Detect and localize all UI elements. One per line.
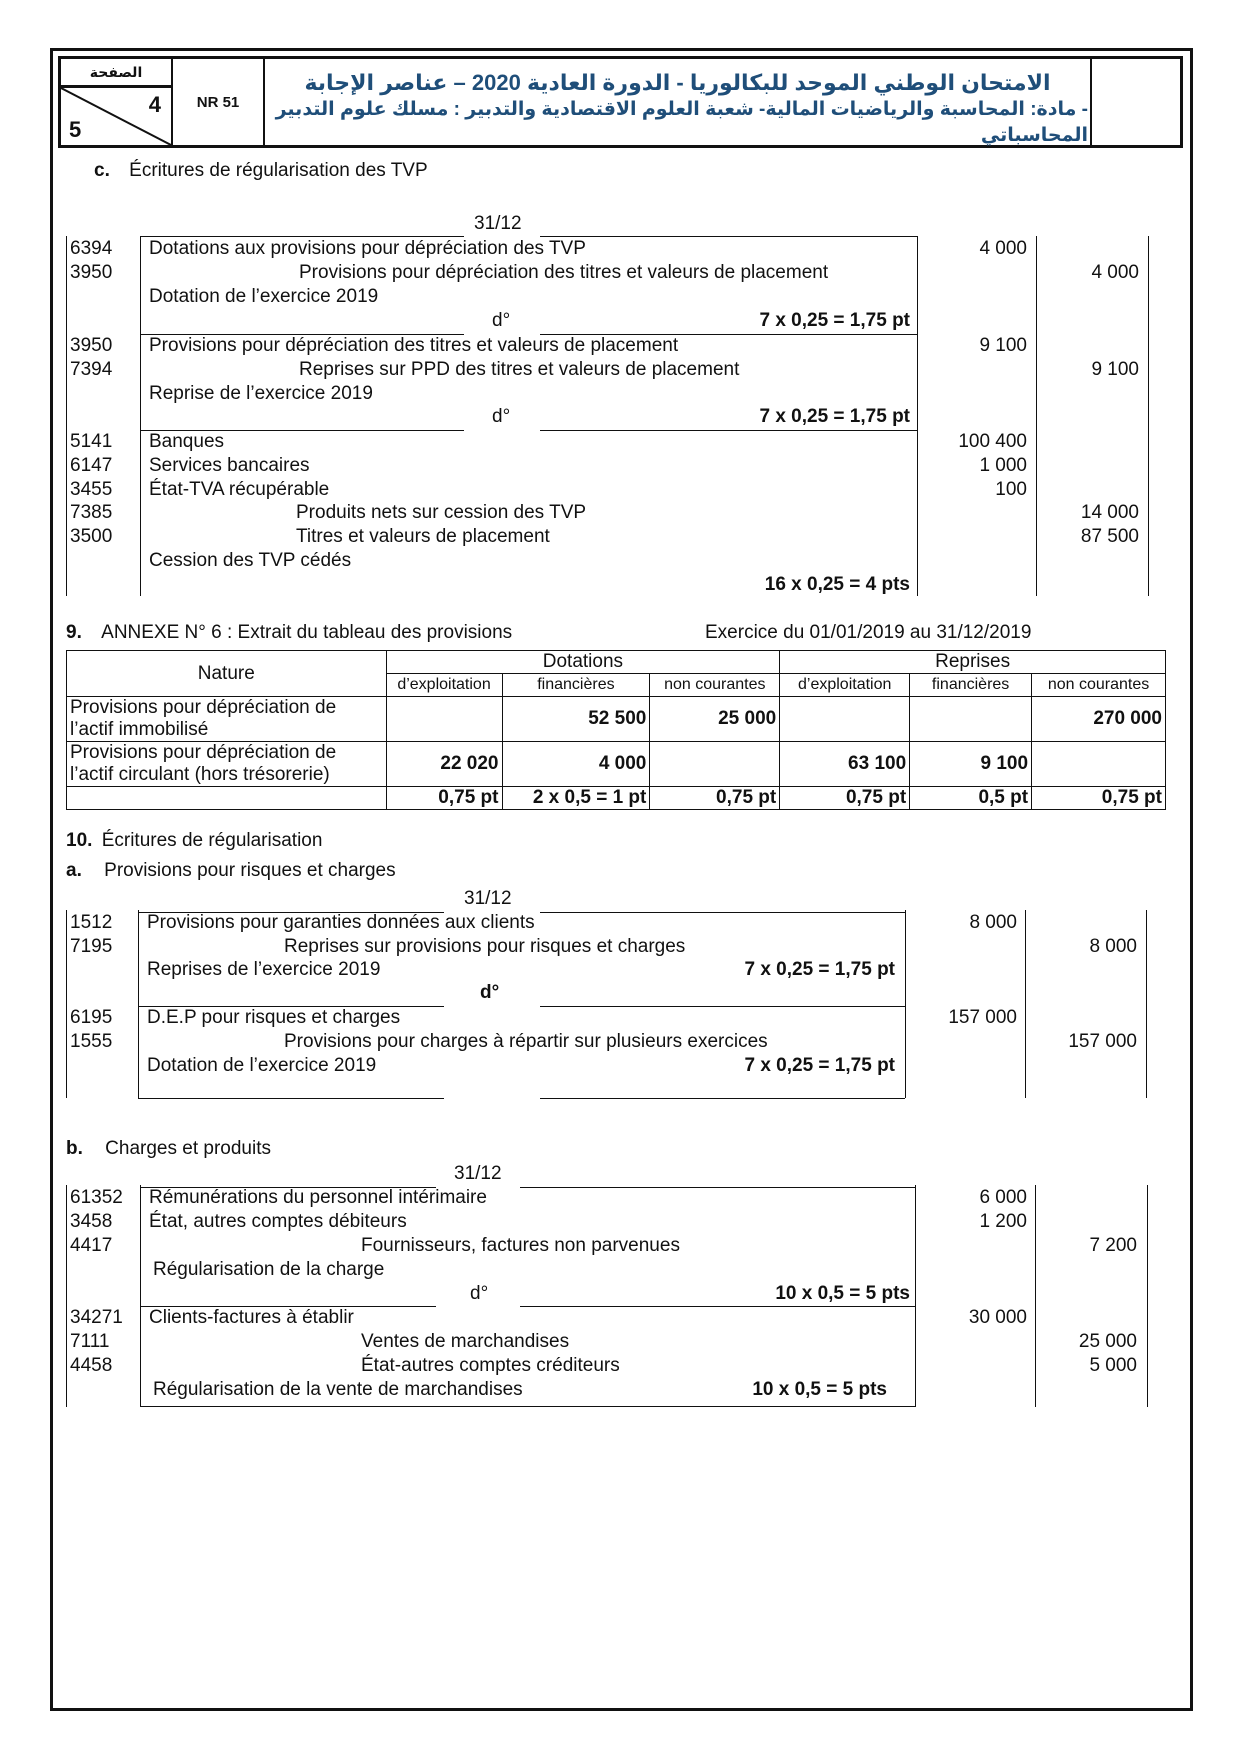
account-number: 34271 bbox=[70, 1307, 123, 1328]
journal-left-rule bbox=[66, 1185, 67, 1407]
account-label: État-autres comptes créditeurs bbox=[361, 1355, 620, 1376]
points-cell: 0,75 pt bbox=[1032, 787, 1166, 810]
debit-amount: 6 000 bbox=[979, 1187, 1027, 1208]
account-label: Clients-factures à établir bbox=[149, 1307, 354, 1328]
debit-amount: 8 000 bbox=[969, 912, 1017, 933]
section-10-title: Écritures de régularisation bbox=[101, 830, 323, 851]
entry-rule-right bbox=[540, 430, 917, 431]
entry-score: 10 x 0,5 = 5 pts bbox=[752, 1379, 887, 1400]
subcol-header: d’exploitation bbox=[780, 674, 910, 697]
account-number: 1512 bbox=[70, 912, 113, 933]
account-number: 3950 bbox=[70, 262, 113, 283]
table-row bbox=[67, 697, 1166, 742]
nature-line-2: l’actif circulant (hors trésorerie) bbox=[70, 764, 330, 785]
nature-line-1: Provisions pour dépréciation de bbox=[70, 742, 337, 763]
journal-account-rule bbox=[140, 236, 141, 596]
fiscal-period: Exercice du 01/01/2019 au 31/12/2019 bbox=[705, 622, 1032, 643]
account-number: 6195 bbox=[70, 1007, 113, 1028]
points-cell: 0,5 pt bbox=[910, 787, 1032, 810]
value-cell: 25 000 bbox=[650, 697, 780, 742]
credit-amount: 5 000 bbox=[1089, 1355, 1137, 1376]
group-header-dotations: Dotations bbox=[386, 651, 780, 674]
entry-score: 16 x 0,25 = 4 pts bbox=[764, 574, 910, 595]
total-pages: 5 bbox=[69, 117, 82, 142]
entry-comment: Reprise de l’exercice 2019 bbox=[149, 383, 373, 404]
account-label: Provisions pour dépréciation des titres et valeurs de placement bbox=[299, 262, 829, 283]
account-label: Provisions pour charges à répartir sur plusieurs exercices bbox=[284, 1031, 768, 1052]
points-blank-cell bbox=[67, 787, 387, 810]
account-label: Provisions pour garanties données aux clients bbox=[147, 912, 535, 933]
journal-debit-rule bbox=[1035, 1185, 1036, 1407]
entry-comment: Reprises de l’exercice 2019 bbox=[147, 959, 381, 980]
points-cell: 2 x 0,5 = 1 pt bbox=[502, 787, 650, 810]
value-cell: 270 000 bbox=[1032, 697, 1166, 742]
value-cell: 63 100 bbox=[780, 742, 910, 787]
account-number: 1555 bbox=[70, 1031, 113, 1052]
ditto-separator: d° bbox=[492, 310, 511, 331]
exam-code: NR 51 bbox=[173, 59, 265, 145]
ditto-separator: d° bbox=[492, 406, 511, 427]
section-10a-heading bbox=[66, 860, 396, 882]
credit-amount: 7 200 bbox=[1089, 1235, 1137, 1256]
entry-score: 7 x 0,25 = 1,75 pt bbox=[759, 310, 910, 331]
value-cell: 52 500 bbox=[502, 697, 650, 742]
debit-amount: 1 000 bbox=[979, 455, 1027, 476]
account-label: Ventes de marchandises bbox=[361, 1331, 570, 1352]
value-cell: 9 100 bbox=[910, 742, 1032, 787]
account-label: Services bancaires bbox=[149, 455, 310, 476]
nature-line-1: Provisions pour dépréciation de bbox=[70, 697, 337, 718]
entry-comment: Dotation de l’exercice 2019 bbox=[149, 286, 379, 307]
account-label: Titres et valeurs de placement bbox=[296, 526, 550, 547]
account-number: 3455 bbox=[70, 479, 113, 500]
entry-comment: Cession des TVP cédés bbox=[149, 550, 352, 571]
subcol-header: non courantes bbox=[650, 674, 780, 697]
ditto-separator: d° bbox=[480, 982, 500, 1003]
value-cell bbox=[910, 697, 1032, 742]
entry-score: 7 x 0,25 = 1,75 pt bbox=[744, 959, 895, 980]
account-label: Reprises sur PPD des titres et valeurs de placement bbox=[299, 359, 740, 380]
journal-debit-rule bbox=[1036, 236, 1037, 596]
account-number: 5141 bbox=[70, 431, 113, 452]
date-rule-right bbox=[520, 1187, 915, 1188]
points-cell: 0,75 pt bbox=[780, 787, 910, 810]
account-number: 3500 bbox=[70, 526, 113, 547]
section-c-label: c. bbox=[94, 160, 110, 181]
section-9-title: ANNEXE N° 6 : Extrait du tableau des provisions bbox=[101, 622, 513, 643]
account-number: 3458 bbox=[70, 1211, 113, 1232]
section-10b-title: Charges et produits bbox=[105, 1138, 271, 1159]
account-number: 7385 bbox=[70, 502, 113, 523]
journal-debit-rule bbox=[1025, 910, 1026, 1098]
section-10b-label: b. bbox=[66, 1138, 83, 1159]
entry-date: 31/12 bbox=[474, 213, 522, 234]
account-number: 7394 bbox=[70, 359, 113, 380]
title-line-1: الامتحان الوطني الموحد للبكالوريا - الدورة العادية 2020 – عناصر الإجابة bbox=[304, 70, 1051, 95]
account-number: 6147 bbox=[70, 455, 113, 476]
account-label: D.E.P pour risques et charges bbox=[147, 1007, 401, 1028]
account-label: Fournisseurs, factures non parvenues bbox=[361, 1235, 680, 1256]
page-label: الصفحة bbox=[61, 59, 171, 88]
header-blank-cell bbox=[1092, 59, 1180, 145]
entry-score: 7 x 0,25 = 1,75 pt bbox=[744, 1055, 895, 1076]
debit-amount: 4 000 bbox=[979, 238, 1027, 259]
subcol-header: financières bbox=[910, 674, 1032, 697]
debit-amount: 157 000 bbox=[948, 1007, 1017, 1028]
subcol-header: financières bbox=[502, 674, 650, 697]
entry-rule-right bbox=[540, 1006, 905, 1007]
account-number: 4417 bbox=[70, 1235, 113, 1256]
entry-date: 31/12 bbox=[454, 1163, 502, 1184]
entry-rule-right bbox=[540, 1098, 905, 1099]
points-cell: 0,75 pt bbox=[650, 787, 780, 810]
credit-amount: 8 000 bbox=[1089, 936, 1137, 957]
section-10-heading bbox=[66, 830, 322, 852]
entry-comment: Régularisation de la vente de marchandises bbox=[153, 1379, 523, 1400]
account-label: État, autres comptes débiteurs bbox=[149, 1211, 407, 1232]
section-9-heading bbox=[66, 622, 512, 644]
account-label: Rémunérations du personnel intérimaire bbox=[149, 1187, 487, 1208]
journal-label-rule bbox=[917, 236, 918, 596]
value-cell: 22 020 bbox=[386, 742, 502, 787]
debit-amount: 30 000 bbox=[968, 1307, 1027, 1328]
section-10a-label: a. bbox=[66, 860, 82, 881]
nature-cell bbox=[67, 697, 387, 742]
journal-account-rule bbox=[140, 1185, 141, 1407]
value-cell bbox=[386, 697, 502, 742]
journal-credit-rule bbox=[1147, 1185, 1148, 1407]
credit-amount: 14 000 bbox=[1080, 502, 1139, 523]
date-rule-right bbox=[540, 236, 917, 237]
journal-left-rule bbox=[66, 910, 67, 1098]
section-9-label: 9. bbox=[66, 622, 82, 643]
account-label: Banques bbox=[149, 431, 225, 452]
ditto-separator: d° bbox=[470, 1283, 489, 1304]
account-label: Provisions pour dépréciation des titres et valeurs de placement bbox=[149, 335, 679, 356]
journal-credit-rule bbox=[1146, 910, 1147, 1098]
account-number: 7195 bbox=[70, 936, 113, 957]
account-number: 3950 bbox=[70, 335, 113, 356]
journal-account-rule bbox=[138, 910, 139, 1098]
nature-line-2: l’actif immobilisé bbox=[70, 719, 209, 740]
journal-credit-rule bbox=[1148, 236, 1149, 596]
debit-amount: 100 400 bbox=[958, 431, 1027, 452]
title-line-2: - مادة: المحاسبة والرياضيات المالية- شعبة العلوم الاقتصادية والتدبير : مسلك علوم التدبير المحاسباتي bbox=[275, 99, 1088, 146]
credit-amount: 9 100 bbox=[1091, 359, 1139, 380]
account-number: 6394 bbox=[70, 238, 113, 259]
date-rule-right bbox=[540, 912, 905, 913]
entry-rule-bottom bbox=[140, 1406, 915, 1407]
account-label: Produits nets sur cession des TVP bbox=[296, 502, 587, 523]
date-rule-left bbox=[140, 236, 464, 237]
credit-amount: 157 000 bbox=[1068, 1031, 1137, 1052]
debit-amount: 9 100 bbox=[979, 335, 1027, 356]
section-10b-heading bbox=[66, 1138, 271, 1160]
section-c-title: Écritures de régularisation des TVP bbox=[129, 160, 428, 181]
debit-amount: 1 200 bbox=[979, 1211, 1027, 1232]
current-page: 4 bbox=[148, 92, 161, 117]
value-cell bbox=[780, 697, 910, 742]
section-10a-title: Provisions pour risques et charges bbox=[104, 860, 396, 881]
page-diagonal bbox=[61, 88, 171, 145]
page-number-box bbox=[61, 59, 173, 145]
exam-title bbox=[265, 59, 1092, 145]
entry-comment: Régularisation de la charge bbox=[153, 1259, 385, 1280]
account-number: 7111 bbox=[70, 1331, 110, 1352]
journal-label-rule bbox=[915, 1185, 916, 1407]
account-number: 61352 bbox=[70, 1187, 123, 1208]
entry-score: 10 x 0,5 = 5 pts bbox=[775, 1283, 910, 1304]
journal-left-rule bbox=[66, 236, 67, 596]
entry-rule-left bbox=[138, 1098, 444, 1099]
group-header-reprises: Reprises bbox=[780, 651, 1166, 674]
exam-header bbox=[58, 56, 1183, 148]
credit-amount: 87 500 bbox=[1080, 526, 1139, 547]
points-row bbox=[67, 787, 1166, 810]
value-cell bbox=[650, 742, 780, 787]
debit-amount: 100 bbox=[995, 479, 1027, 500]
provisions-table bbox=[66, 650, 1166, 810]
value-cell bbox=[1032, 742, 1166, 787]
table-row bbox=[67, 742, 1166, 787]
nature-cell bbox=[67, 742, 387, 787]
points-cell: 0,75 pt bbox=[386, 787, 502, 810]
subcol-header: d’exploitation bbox=[386, 674, 502, 697]
account-number: 4458 bbox=[70, 1355, 113, 1376]
value-cell: 4 000 bbox=[502, 742, 650, 787]
account-label: Reprises sur provisions pour risques et charges bbox=[284, 936, 686, 957]
credit-amount: 4 000 bbox=[1091, 262, 1139, 283]
credit-amount: 25 000 bbox=[1078, 1331, 1137, 1352]
account-label: Dotations aux provisions pour dépréciation des TVP bbox=[149, 238, 586, 259]
entry-comment: Dotation de l’exercice 2019 bbox=[147, 1055, 377, 1076]
subcol-header: non courantes bbox=[1032, 674, 1166, 697]
section-10-label: 10. bbox=[66, 830, 93, 851]
account-label: État-TVA récupérable bbox=[149, 479, 330, 500]
col-header-nature: Nature bbox=[67, 651, 387, 697]
entry-rule-right bbox=[520, 1306, 915, 1307]
entry-date: 31/12 bbox=[464, 888, 512, 909]
entry-score: 7 x 0,25 = 1,75 pt bbox=[759, 406, 910, 427]
journal-label-rule bbox=[905, 910, 906, 1098]
section-c-heading bbox=[94, 160, 428, 182]
